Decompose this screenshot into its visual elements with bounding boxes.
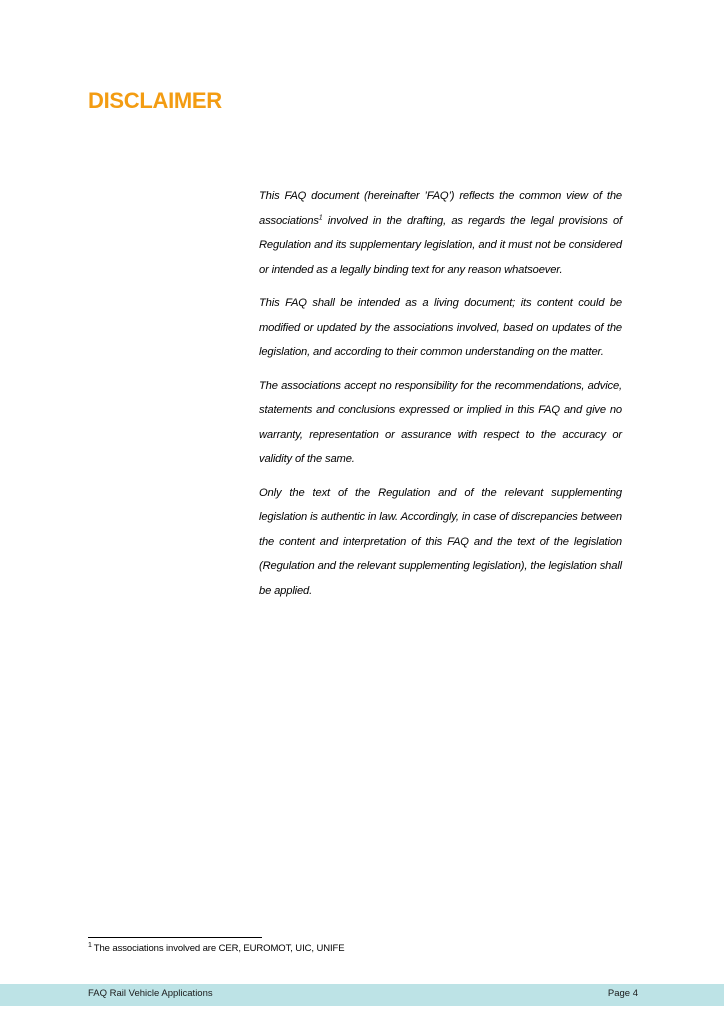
disclaimer-paragraph-1 xyxy=(259,184,622,282)
footnote-text: The associations involved are CER, EUROMOT, UIC, UNIFE xyxy=(93,943,345,954)
footer-document-title: FAQ Rail Vehicle Applications xyxy=(88,988,213,999)
footer-page-number: Page 4 xyxy=(607,988,638,999)
disclaimer-paragraph-4: Only the text of the Regulation and of the relevant supplementing legislation is authentic in law. Accordingly, in case of discrepancies between the content and interpretation of this FAQ and the text of the legislation (Regulation and the relevant supplementing legislation), the legislation shall be applied. xyxy=(259,486,622,597)
disclaimer-paragraph-2: This FAQ shall be intended as a living document; its content could be modified or updated by the associations involved, based on updates of the legislation, and according to their common understanding on the matter. xyxy=(259,297,622,358)
page-footer xyxy=(0,984,724,1006)
footnote-number: 1 xyxy=(88,941,92,949)
disclaimer-paragraph-3: The associations accept no responsibility for the recommendations, advice, statements and conclusions expressed or implied in this FAQ and give no warranty, representation or assurance with respect to the accuracy or validity of the same. xyxy=(259,379,622,465)
footnote-divider xyxy=(88,937,262,938)
footnote-reference[interactable]: 1 xyxy=(318,213,323,221)
paragraph-1-text-start: This FAQ document (hereinafter ’FAQ’) reflects the common view of the associations xyxy=(259,190,622,227)
paragraph-1-text-end: involved in the drafting, as regards the legal provisions of Regulation and its supplementary legislation, and it must not be considered or intended as a legally binding text for any reason whatsoever. xyxy=(259,214,622,276)
page-heading: DISCLAIMER xyxy=(88,88,222,113)
disclaimer-body xyxy=(259,184,622,612)
footnote xyxy=(88,943,344,954)
